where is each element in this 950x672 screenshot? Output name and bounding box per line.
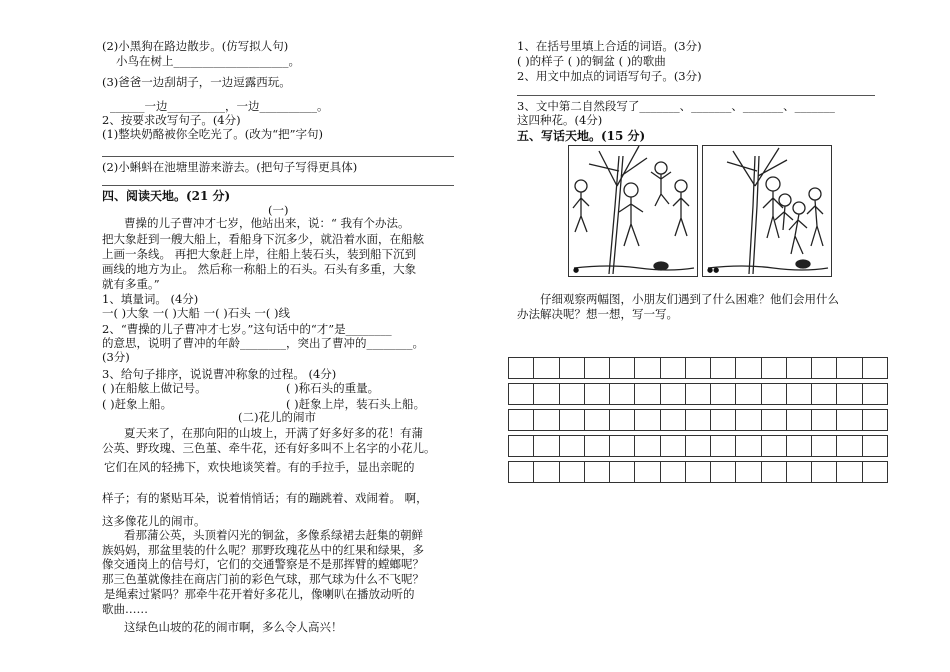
- writing-grid-cell[interactable]: [762, 410, 787, 430]
- writing-grid-cell[interactable]: [686, 436, 711, 456]
- writing-grid-cell[interactable]: [812, 358, 837, 378]
- writing-grid-cell[interactable]: [534, 410, 559, 430]
- writing-grid-cell[interactable]: [635, 358, 660, 378]
- writing-grid-cell[interactable]: [711, 410, 736, 430]
- writing-grid-cell[interactable]: [787, 384, 812, 404]
- writing-grid-cell[interactable]: [560, 358, 585, 378]
- q-rewrite-2: (2)小蝌蚪在池塘里游来游去。(把句子写得更具体): [102, 160, 358, 174]
- writing-grid-row[interactable]: [508, 409, 888, 431]
- writing-grid-cell[interactable]: [711, 462, 736, 482]
- reading-two-title: (二)花儿的闹市: [238, 410, 316, 424]
- writing-grid-cell[interactable]: [812, 436, 837, 456]
- writing-grid-cell[interactable]: [711, 384, 736, 404]
- writing-grid-cell[interactable]: [711, 436, 736, 456]
- writing-grid-cell[interactable]: [534, 436, 559, 456]
- writing-grid-cell[interactable]: [863, 358, 887, 378]
- writing-grid-cell[interactable]: [837, 384, 862, 404]
- writing-grid-cell[interactable]: [585, 410, 610, 430]
- passage-two-line: 它们在风的轻拂下，欢快地谈笑着。有的手拉手，显出亲昵的: [104, 460, 415, 474]
- writing-grid-row[interactable]: [508, 383, 888, 405]
- writing-grid-cell[interactable]: [787, 358, 812, 378]
- writing-grid-cell[interactable]: [863, 436, 887, 456]
- writing-grid-cell[interactable]: [610, 358, 635, 378]
- q-four-flowers-2: 这四种花。(4分): [517, 113, 603, 127]
- writing-grid-cell[interactable]: [661, 410, 686, 430]
- writing-grid-cell[interactable]: [736, 436, 761, 456]
- writing-grid-cell[interactable]: [635, 410, 660, 430]
- writing-grid-cell[interactable]: [560, 436, 585, 456]
- writing-grid-cell[interactable]: [509, 436, 534, 456]
- writing-grid-cell[interactable]: [863, 410, 887, 430]
- passage-two-line: 歌曲……: [102, 602, 148, 616]
- writing-grid-cell[interactable]: [787, 436, 812, 456]
- writing-grid-cell[interactable]: [736, 384, 761, 404]
- q-four-flowers[interactable]: 3、文中第二自然段写了_______、_______、_______、_______: [517, 99, 835, 113]
- writing-grid-cell[interactable]: [635, 462, 660, 482]
- answer-line[interactable]: [102, 185, 454, 186]
- writing-grid-cell[interactable]: [585, 462, 610, 482]
- passage-two-line: 族妈妈，那盆里装的什么呢？那野玫瑰花丛中的红果和绿果，多: [102, 543, 424, 557]
- passage-one-line: 就有多重。”: [102, 277, 160, 291]
- writing-grid-cell[interactable]: [863, 384, 887, 404]
- writing-grid-cell[interactable]: [585, 358, 610, 378]
- q-rewrite-heading: 2、按要求改写句子。(4分): [102, 113, 241, 127]
- q-yibian-blank[interactable]: ______一边__________，一边__________。: [110, 99, 329, 113]
- passage-two-line: 这多像花儿的闹市。: [102, 514, 206, 528]
- writing-grid-cell[interactable]: [560, 384, 585, 404]
- writing-grid-row[interactable]: [508, 461, 888, 483]
- passage-one-line: 把大象赶到一艘大船上，看船身下沉多少，就沿着水面，在船舷: [102, 232, 424, 246]
- writing-grid-cell[interactable]: [610, 384, 635, 404]
- writing-grid-cell[interactable]: [610, 436, 635, 456]
- writing-grid-cell[interactable]: [610, 462, 635, 482]
- answer-line[interactable]: [102, 156, 454, 157]
- writing-grid-cell[interactable]: [812, 462, 837, 482]
- answer-line[interactable]: [517, 95, 875, 96]
- section-five-title: 五、写话天地。(15 分): [517, 129, 646, 143]
- writing-grid-cell[interactable]: [560, 410, 585, 430]
- scene-picture-two: [702, 145, 832, 277]
- q-personification-blank[interactable]: 小鸟在树上____________________。: [116, 54, 300, 68]
- writing-prompt-2: 办法解决呢？想一想，写一写。: [517, 307, 678, 321]
- writing-grid-cell[interactable]: [812, 410, 837, 430]
- writing-grid-cell[interactable]: [837, 358, 862, 378]
- q-personification: (2)小黑狗在路边散步。(仿写拟人句): [102, 39, 289, 53]
- writing-grid-cell[interactable]: [661, 436, 686, 456]
- writing-grid-row[interactable]: [508, 435, 888, 457]
- q-order-heading: 3、给句子排序，说说曹冲称象的过程。 (4分): [102, 367, 337, 381]
- picture-marker-1: ●: [573, 266, 580, 274]
- writing-grid-cell[interactable]: [509, 462, 534, 482]
- writing-grid-cell[interactable]: [585, 384, 610, 404]
- writing-grid[interactable]: [508, 357, 888, 487]
- passage-two-line: 像交通岗上的信号灯，它们的交通警察是不是那挥臂的螳螂呢？: [102, 557, 424, 571]
- writing-grid-cell[interactable]: [635, 436, 660, 456]
- q-order-a[interactable]: ( )在船舷上做记号。: [102, 381, 207, 395]
- q-cai-score: (3分): [102, 350, 130, 364]
- section-four-title: 四、阅读天地。(21 分): [102, 189, 231, 203]
- writing-grid-cell[interactable]: [736, 462, 761, 482]
- writing-grid-cell[interactable]: [585, 436, 610, 456]
- passage-one-line: 上画一条线。 再把大象赶上岸，往船上装石头，装到船下沉到: [102, 247, 417, 261]
- writing-grid-cell[interactable]: [534, 462, 559, 482]
- writing-grid-cell[interactable]: [787, 462, 812, 482]
- writing-grid-cell[interactable]: [534, 358, 559, 378]
- writing-grid-cell[interactable]: [762, 436, 787, 456]
- writing-grid-cell[interactable]: [837, 410, 862, 430]
- writing-grid-cell[interactable]: [661, 358, 686, 378]
- writing-grid-cell[interactable]: [787, 410, 812, 430]
- q-fill-words-blanks[interactable]: ( )的样子 ( )的铜盆 ( )的歌曲: [517, 54, 666, 68]
- q-measure-words-blanks[interactable]: 一( )大象 一( )大船 一( )石头 一( )线: [102, 306, 290, 320]
- writing-grid-cell[interactable]: [762, 358, 787, 378]
- writing-grid-cell[interactable]: [711, 358, 736, 378]
- reading-one-label: (一): [268, 203, 289, 217]
- passage-two-line: 是绳索过紧吗？那牵牛花开着好多花儿，像喇叭在播放动听的: [104, 587, 415, 601]
- q-fill-words: 1、在括号里填上合适的词语。(3分): [517, 39, 702, 53]
- passage-two-line: 这绿色山坡的花的闹市啊，多么令人高兴！: [124, 620, 343, 634]
- picture-marker-2: ●●: [707, 266, 720, 274]
- scene-picture-one: [568, 145, 698, 277]
- writing-grid-row[interactable]: [508, 357, 888, 379]
- q-order-c[interactable]: ( )赶象上船。: [102, 397, 173, 411]
- writing-grid-cell[interactable]: [812, 384, 837, 404]
- writing-grid-cell[interactable]: [534, 384, 559, 404]
- q-order-b[interactable]: ( )称石头的重量。: [286, 381, 380, 395]
- q-cai-meaning-2[interactable]: 的意思，说明了曹冲的年龄________，突出了曹冲的________。: [102, 336, 424, 350]
- writing-prompt-1: 仔细观察两幅图，小朋友们遇到了什么困难？他们会用什么: [540, 292, 839, 306]
- writing-grid-cell[interactable]: [686, 358, 711, 378]
- passage-one-line: 曹操的儿子曹冲才七岁，他站出来，说：“ 我有个办法。: [124, 216, 410, 230]
- writing-grid-cell[interactable]: [686, 410, 711, 430]
- writing-grid-cell[interactable]: [736, 410, 761, 430]
- q-dotted-words: 2、用文中加点的词语写句子。(3分): [517, 69, 702, 83]
- writing-grid-cell[interactable]: [863, 462, 887, 482]
- passage-two-line: 看那蒲公英，头顶着闪光的铜盆，多像系绿裙去赶集的朝鲜: [124, 528, 423, 542]
- writing-grid-cell[interactable]: [610, 410, 635, 430]
- writing-grid-cell[interactable]: [509, 358, 534, 378]
- q-cai-meaning: 2、“曹操的儿子曹冲才七岁。”这句话中的“才”是________: [102, 322, 392, 336]
- writing-grid-cell[interactable]: [661, 384, 686, 404]
- writing-grid-cell[interactable]: [661, 462, 686, 482]
- q-yibian-example: (3)爸爸一边刮胡子，一边逗露西玩。: [102, 75, 291, 89]
- passage-two-line: 样子；有的紧贴耳朵，说着悄悄话；有的蹦跳着、戏闹着。 啊，: [102, 491, 428, 505]
- writing-grid-cell[interactable]: [762, 384, 787, 404]
- writing-grid-cell[interactable]: [837, 436, 862, 456]
- passage-two-line: 那三色堇就像挂在商店门前的彩色气球，那气球为什么不飞呢？: [102, 572, 424, 586]
- writing-grid-cell[interactable]: [509, 384, 534, 404]
- writing-grid-cell[interactable]: [560, 462, 585, 482]
- passage-two-line: 夏天来了，在那向阳的山坡上，开满了好多好多的花！有蒲: [124, 426, 423, 440]
- writing-grid-cell[interactable]: [762, 462, 787, 482]
- writing-grid-cell[interactable]: [686, 384, 711, 404]
- writing-grid-cell[interactable]: [686, 462, 711, 482]
- passage-one-line: 画线的地方为止。 然后称一称船上的石头。石头有多重，大象: [102, 262, 417, 276]
- q-rewrite-1: (1)整块奶酪被你全吃光了。(改为“把”字句): [102, 127, 324, 141]
- q-order-d[interactable]: ( )赶象上岸，装石头上船。: [286, 397, 426, 411]
- writing-grid-cell[interactable]: [736, 358, 761, 378]
- passage-two-line: 公英、野玫瑰、三色堇、牵牛花，还有好多叫不上名字的小花儿。: [102, 441, 436, 455]
- writing-grid-cell[interactable]: [837, 462, 862, 482]
- q-measure-words: 1、填量词。 (4分): [102, 292, 199, 306]
- writing-grid-cell[interactable]: [635, 384, 660, 404]
- writing-grid-cell[interactable]: [509, 410, 534, 430]
